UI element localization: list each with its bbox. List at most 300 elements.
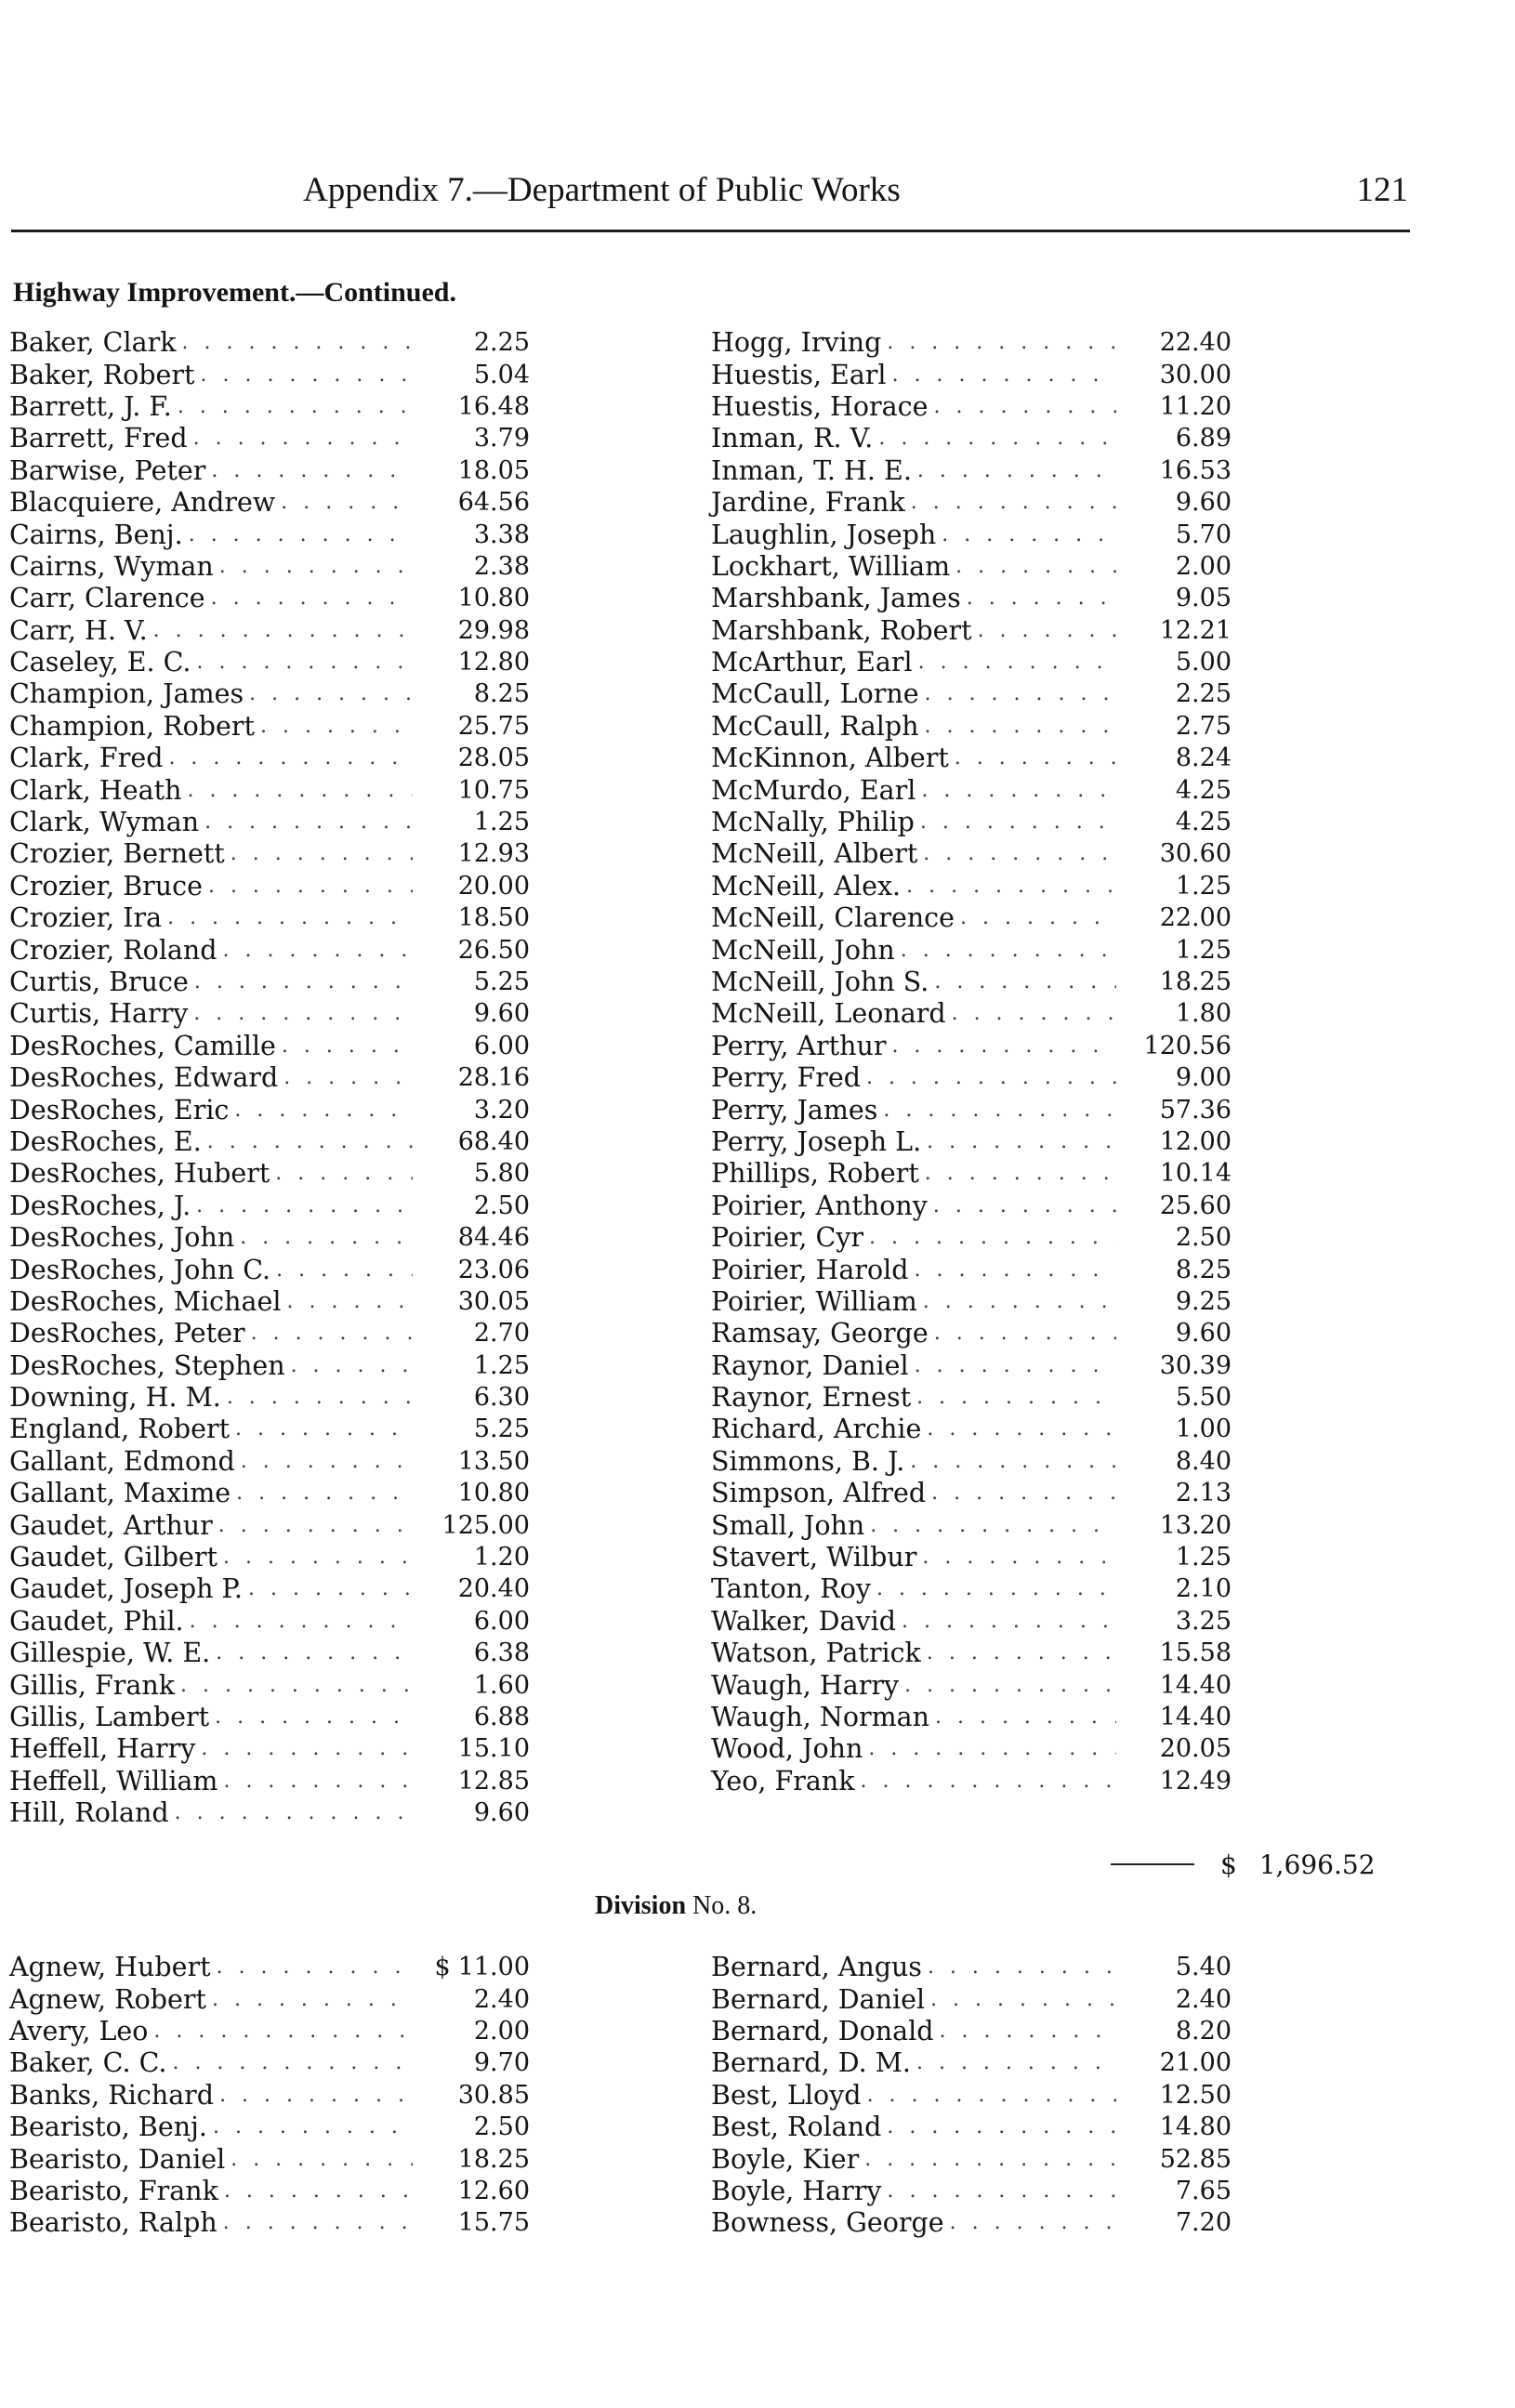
payee-name: McCaull, Lorne (711, 678, 919, 710)
amount-value: 8.25 (1175, 1255, 1232, 1284)
payment-amount (418, 871, 530, 902)
amount-value: 18.05 (457, 455, 530, 485)
amount-value: 8.24 (1175, 743, 1232, 773)
dot-leader (201, 1733, 413, 1765)
payee-name: Perry, Joseph L. (711, 1125, 922, 1157)
payee-name: Champion, Robert (9, 710, 255, 742)
ledger-row (711, 1062, 1232, 1094)
payment-amount (1122, 327, 1232, 359)
ledger-row (9, 1509, 530, 1541)
payee-name: Phillips, Robert (711, 1158, 919, 1190)
payment-amount (418, 967, 530, 998)
amount-value: 5.04 (473, 360, 530, 389)
amount-value: 30.85 (457, 2080, 530, 2110)
ledger-row (9, 2176, 530, 2207)
dot-leader (901, 935, 1116, 967)
payee-name: Gillis, Frank (9, 1669, 175, 1701)
amount-value: 30.39 (1159, 1350, 1232, 1380)
payee-name: Inman, T. H. E. (711, 454, 912, 486)
ledger-column-a (9, 327, 530, 1829)
dot-leader (212, 1984, 413, 2016)
payee-name: Gallant, Maxime (9, 1478, 231, 1509)
payment-amount (1122, 1126, 1232, 1158)
payment-amount (418, 1382, 530, 1414)
ledger-row (711, 1766, 1232, 1797)
payment-amount (1122, 551, 1232, 583)
amount-value: 14.80 (1159, 2112, 1232, 2142)
section-heading: Highway Improvement.—Continued. (13, 277, 456, 308)
ledger-row (711, 902, 1232, 934)
payment-amount (1122, 678, 1232, 710)
payment-amount (1122, 1733, 1232, 1765)
amount-value: 8.25 (473, 679, 530, 709)
ledger-row (9, 1094, 530, 1125)
payment-amount (1122, 1095, 1232, 1126)
payment-amount (418, 1031, 530, 1062)
payment-amount (418, 423, 530, 454)
payment-amount (1122, 1638, 1232, 1669)
ledger-row (9, 998, 530, 1030)
amount-value: 1.20 (473, 1543, 530, 1572)
payment-amount (418, 1255, 530, 1286)
dot-leader (942, 520, 1116, 551)
amount-value: 14.40 (1159, 1702, 1232, 1731)
payment-amount (1122, 455, 1232, 487)
amount-value: 12.93 (457, 839, 530, 869)
payment-amount (418, 2176, 530, 2207)
payee-name: Wood, John (711, 1733, 863, 1765)
dot-leader (217, 1952, 413, 1983)
payment-amount (1122, 743, 1232, 774)
payee-name: Clark, Heath (9, 774, 182, 806)
amount-value: 15.10 (457, 1734, 530, 1764)
payment-amount (1122, 1542, 1232, 1573)
amount-value: 18.50 (457, 903, 530, 933)
dot-leader (967, 583, 1116, 614)
payment-amount (1122, 1952, 1232, 1983)
amount-value: 23.06 (457, 1255, 530, 1284)
payment-amount (418, 1062, 530, 1094)
payee-name: McNeill, Albert (711, 838, 918, 870)
ledger-column-d (711, 1952, 1232, 2240)
payment-amount (1122, 1670, 1232, 1702)
dot-leader (182, 327, 414, 359)
payee-name: Raynor, Ernest (711, 1382, 912, 1414)
payment-amount (418, 1542, 530, 1573)
payee-name: Huestis, Horace (711, 390, 929, 422)
amount-value: 9.60 (1175, 488, 1232, 518)
ledger-row (9, 967, 530, 998)
amount-value: 12.21 (1159, 615, 1232, 645)
ledger-row (9, 1126, 530, 1158)
payee-name: McNeill, Clarence (711, 902, 955, 934)
ledger-row (711, 1191, 1232, 1222)
payment-amount (1122, 1255, 1232, 1286)
ledger-row (711, 1414, 1232, 1445)
dot-leader (240, 1222, 413, 1254)
payee-name: DesRoches, Stephen (9, 1349, 285, 1381)
dot-leader (916, 2047, 1116, 2079)
ledger-row (711, 2080, 1232, 2112)
payment-amount (418, 2016, 530, 2047)
dot-leader (933, 1191, 1116, 1222)
payee-name: Gaudet, Gilbert (9, 1542, 217, 1573)
payment-amount (418, 2112, 530, 2143)
amount-value: 30.60 (1159, 839, 1232, 869)
payee-name: Boyle, Harry (711, 2175, 882, 2206)
payee-name: Yeo, Frank (711, 1765, 855, 1796)
dot-leader (190, 1606, 413, 1638)
payment-amount (1122, 647, 1232, 678)
dot-leader (934, 967, 1116, 998)
dot-leader (227, 1382, 413, 1414)
payment-amount (418, 360, 530, 391)
ledger-row (9, 2143, 530, 2175)
payment-amount (418, 520, 530, 551)
amount-value: 2.25 (473, 328, 530, 358)
amount-value: 9.25 (1175, 1286, 1232, 1316)
ledger-row (711, 1126, 1232, 1158)
amount-value: 5.70 (1175, 520, 1232, 549)
ledger-row (711, 1158, 1232, 1190)
amount-value: 15.58 (1159, 1638, 1232, 1668)
dot-leader (867, 2080, 1116, 2112)
payment-amount (1122, 391, 1232, 423)
dot-leader (175, 1797, 413, 1829)
payment-amount (1122, 1382, 1232, 1414)
payment-amount (418, 1350, 530, 1382)
ledger-row (711, 1318, 1232, 1349)
amount-value: 28.16 (457, 1063, 530, 1093)
ledger-row (9, 583, 530, 614)
payment-amount (1122, 2207, 1232, 2239)
ledger-row (711, 934, 1232, 966)
dot-leader (921, 775, 1116, 807)
ledger-row (711, 678, 1232, 710)
dot-leader (868, 1733, 1116, 1765)
dot-leader (888, 2176, 1117, 2207)
payment-amount (1122, 1062, 1232, 1094)
payment-amount (1122, 807, 1232, 838)
ledger-row (711, 2112, 1232, 2143)
amount-value: 10.80 (457, 1479, 530, 1508)
dot-leader (215, 1702, 413, 1733)
payee-name: Laughlin, Joseph (711, 519, 937, 550)
payee-name: Crozier, Ira (9, 902, 163, 934)
ledger-row (9, 455, 530, 487)
dot-leader (918, 647, 1116, 678)
ledger-row (711, 1606, 1232, 1638)
payment-amount (1122, 1446, 1232, 1478)
ledger-row (9, 1766, 530, 1797)
payee-name: Best, Lloyd (711, 2079, 862, 2111)
amount-value: 21.00 (1159, 2048, 1232, 2078)
dot-leader (864, 2144, 1116, 2176)
payment-amount (418, 743, 530, 774)
amount-value: 4.25 (1175, 775, 1232, 805)
payment-amount (1122, 423, 1232, 454)
payee-name: Huestis, Earl (711, 359, 887, 390)
ledger-row (711, 1573, 1232, 1605)
payment-amount (418, 487, 530, 519)
payee-name: DesRoches, Peter (9, 1318, 245, 1349)
division-label: No. 8. (692, 1891, 758, 1920)
dot-leader (153, 615, 413, 647)
payment-amount (418, 1158, 530, 1190)
payee-name: Bernard, D. M. (711, 2047, 911, 2079)
currency-sign: $ (434, 1953, 451, 1982)
payee-name: DesRoches, E. (9, 1125, 202, 1157)
ledger-row (711, 1286, 1232, 1318)
ledger-row (711, 391, 1232, 423)
total-amount: 1,696.52 (1258, 1849, 1376, 1880)
ledger-row (9, 934, 530, 966)
dot-leader (906, 871, 1116, 902)
payee-name: Walker, David (711, 1605, 896, 1637)
payment-amount (1122, 615, 1232, 647)
payee-name: Barrett, Fred (9, 423, 188, 454)
ledger-row (9, 519, 530, 550)
payee-name: Simmons, B. J. (711, 1445, 905, 1477)
dot-leader (902, 1606, 1116, 1638)
payee-name: Baker, Robert (9, 359, 195, 390)
payment-amount (418, 711, 530, 743)
amount-value: 20.40 (457, 1574, 530, 1604)
payee-name: Gillis, Lambert (9, 1701, 210, 1732)
payee-name: Clark, Wyman (9, 807, 200, 838)
amount-value: 9.00 (1175, 1063, 1232, 1093)
amount-value: 3.25 (1175, 1606, 1232, 1636)
payee-name: Barwise, Peter (9, 454, 206, 486)
amount-value: 13.50 (457, 1446, 530, 1476)
amount-value: 1.80 (1175, 999, 1232, 1029)
payee-name: Agnew, Robert (9, 1983, 206, 2015)
dot-leader (153, 2016, 413, 2047)
amount-value: 10.80 (457, 584, 530, 613)
amount-value: 12.49 (1159, 1766, 1232, 1796)
amount-value: 28.05 (457, 743, 530, 773)
dot-leader (223, 935, 413, 967)
dot-leader (883, 1095, 1116, 1126)
payee-name: Watson, Patrick (711, 1638, 921, 1669)
payment-amount (1122, 1158, 1232, 1190)
payment-amount (418, 998, 530, 1030)
payment-amount (1122, 1606, 1232, 1638)
amount-value: 1.25 (1175, 1543, 1232, 1572)
ledger-column-c (9, 1952, 530, 2240)
payee-name: Baker, C. C. (9, 2047, 167, 2079)
ledger-row (711, 1254, 1232, 1285)
ledger-row (9, 2112, 530, 2143)
payee-name: Stavert, Wilbur (711, 1542, 917, 1573)
dot-leader (275, 1158, 413, 1190)
payee-name: Richard, Archie (711, 1414, 922, 1445)
dot-leader (224, 2176, 413, 2207)
dot-leader (917, 455, 1116, 487)
payee-name: Boyle, Kier (711, 2143, 860, 2175)
dot-leader (178, 391, 413, 423)
ledger-row (711, 743, 1232, 774)
dot-leader (955, 743, 1116, 774)
payee-name: Bearisto, Ralph (9, 2207, 217, 2239)
total-rule (1111, 1863, 1194, 1865)
payment-amount (418, 1984, 530, 2016)
dot-leader (291, 1350, 413, 1382)
payment-amount (1122, 2144, 1232, 2176)
dot-leader (952, 998, 1116, 1030)
amount-value: 1.25 (473, 808, 530, 837)
amount-value: 9.05 (1175, 584, 1232, 613)
payee-name: McArthur, Earl (711, 647, 913, 678)
amount-value: 30.00 (1159, 360, 1232, 389)
payment-amount (418, 2207, 530, 2239)
payee-name: DesRoches, Eric (9, 1094, 230, 1125)
payee-name: Perry, James (711, 1094, 878, 1125)
amount-value: 9.60 (473, 1798, 530, 1828)
ledger-row (711, 1031, 1232, 1062)
payee-name: Baker, Clark (9, 327, 177, 359)
payment-amount (1122, 1414, 1232, 1445)
dot-leader (248, 1573, 413, 1605)
dot-leader (276, 1255, 413, 1286)
payee-name: Poirier, Cyr (711, 1222, 864, 1254)
payee-name: McCaull, Ralph (711, 710, 919, 742)
dot-leader (208, 871, 413, 902)
dot-leader (236, 1478, 413, 1509)
payment-amount (1122, 1573, 1232, 1605)
payee-name: Bearisto, Daniel (9, 2143, 226, 2175)
dot-leader (933, 391, 1116, 423)
payee-name: Gallant, Edmond (9, 1445, 235, 1477)
dot-leader (194, 967, 413, 998)
payee-name: Simpson, Alfred (711, 1478, 927, 1509)
payee-name: Heffell, Harry (9, 1733, 196, 1765)
dot-leader (866, 1062, 1116, 1094)
dot-leader (180, 1670, 413, 1702)
payment-amount (418, 838, 530, 870)
ledger-row (9, 902, 530, 934)
payee-name: Tanton, Roy (711, 1573, 871, 1605)
amount-value: 2.13 (1175, 1479, 1232, 1508)
payment-amount (418, 551, 530, 583)
amount-value: 20.00 (457, 871, 530, 901)
payee-name: Gillespie, W. E. (9, 1638, 211, 1669)
amount-value: 8.20 (1175, 2016, 1232, 2046)
amount-value: 2.70 (473, 1319, 530, 1349)
payment-amount (1122, 838, 1232, 870)
ledger-row (9, 1158, 530, 1190)
dot-leader (870, 1510, 1116, 1542)
dot-leader (187, 775, 413, 807)
amount-value: 2.00 (473, 2016, 530, 2046)
payee-name: McNeill, John S. (711, 967, 929, 997)
ledger-row (9, 1414, 530, 1445)
amount-value: 5.80 (473, 1159, 530, 1189)
payment-amount (418, 391, 530, 423)
amount-value: 10.14 (1159, 1159, 1232, 1189)
dot-leader (927, 1414, 1116, 1445)
payee-name: Lockhart, William (711, 550, 951, 582)
dot-leader (231, 2144, 413, 2176)
ledger-row (9, 838, 530, 870)
amount-value: 1.00 (1175, 1415, 1232, 1444)
dot-leader (223, 1766, 413, 1797)
payment-amount (418, 1952, 530, 1983)
ledger-row (711, 455, 1232, 487)
amount-value: 30.05 (457, 1286, 530, 1316)
amount-value: 25.60 (1159, 1191, 1232, 1220)
payee-name: McNally, Philip (711, 807, 915, 838)
dot-leader (286, 1286, 413, 1318)
payee-name: Blacquiere, Andrew (9, 487, 276, 519)
payee-name: Jardine, Frank (711, 487, 905, 519)
payment-amount (1122, 2047, 1232, 2079)
dot-leader (189, 520, 413, 551)
amount-value: 13.20 (1159, 1510, 1232, 1540)
payee-name: England, Robert (9, 1414, 231, 1445)
dot-leader (916, 1382, 1116, 1414)
payment-amount (418, 1733, 530, 1765)
ledger-row (9, 1286, 530, 1318)
payment-amount (1122, 487, 1232, 519)
ledger-row (711, 1094, 1232, 1125)
dot-leader (204, 807, 413, 838)
ledger-row (711, 711, 1232, 743)
payee-name: Curtis, Bruce (9, 967, 189, 997)
amount-value: 2.25 (1175, 679, 1232, 709)
amount-value: 25.75 (457, 711, 530, 741)
ledger-row (9, 423, 530, 454)
dot-leader (934, 1318, 1116, 1349)
amount-value: 6.00 (473, 1606, 530, 1636)
ledger-row (711, 487, 1232, 519)
payee-name: McMurdo, Earl (711, 774, 916, 806)
ledger-row (9, 1478, 530, 1509)
ledger-row (9, 487, 530, 519)
amount-value: 2.10 (1175, 1574, 1232, 1604)
dot-leader (887, 327, 1116, 359)
payee-name: Gaudet, Arthur (9, 1509, 213, 1541)
ledger-row (9, 551, 530, 583)
amount-value: 1.60 (473, 1670, 530, 1700)
amount-value: 15.75 (457, 2208, 530, 2238)
amount-value: 22.40 (1159, 328, 1232, 358)
payment-amount (1122, 1510, 1232, 1542)
dot-leader (878, 423, 1116, 454)
dot-leader (211, 455, 413, 487)
dot-leader (915, 1255, 1117, 1286)
payment-amount (418, 2144, 530, 2176)
payment-amount (418, 583, 530, 614)
payment-amount (1122, 1350, 1232, 1382)
dot-leader (927, 1638, 1116, 1669)
ledger-row (9, 1606, 530, 1638)
amount-value: 5.50 (1175, 1383, 1232, 1413)
ledger-row (711, 1446, 1232, 1478)
payment-amount (1122, 902, 1232, 934)
ledger-row (711, 1350, 1232, 1382)
ledger-row (9, 1638, 530, 1669)
dot-leader (887, 2112, 1116, 2143)
dot-leader (231, 838, 413, 870)
amount-value: 1.25 (1175, 871, 1232, 901)
ledger-column-b (711, 327, 1232, 1797)
dot-leader (234, 1095, 413, 1126)
ledger-row (9, 1382, 530, 1414)
payee-name: Best, Roland (711, 2112, 882, 2143)
amount-value: 14.40 (1159, 1670, 1232, 1700)
payment-amount (1122, 998, 1232, 1030)
